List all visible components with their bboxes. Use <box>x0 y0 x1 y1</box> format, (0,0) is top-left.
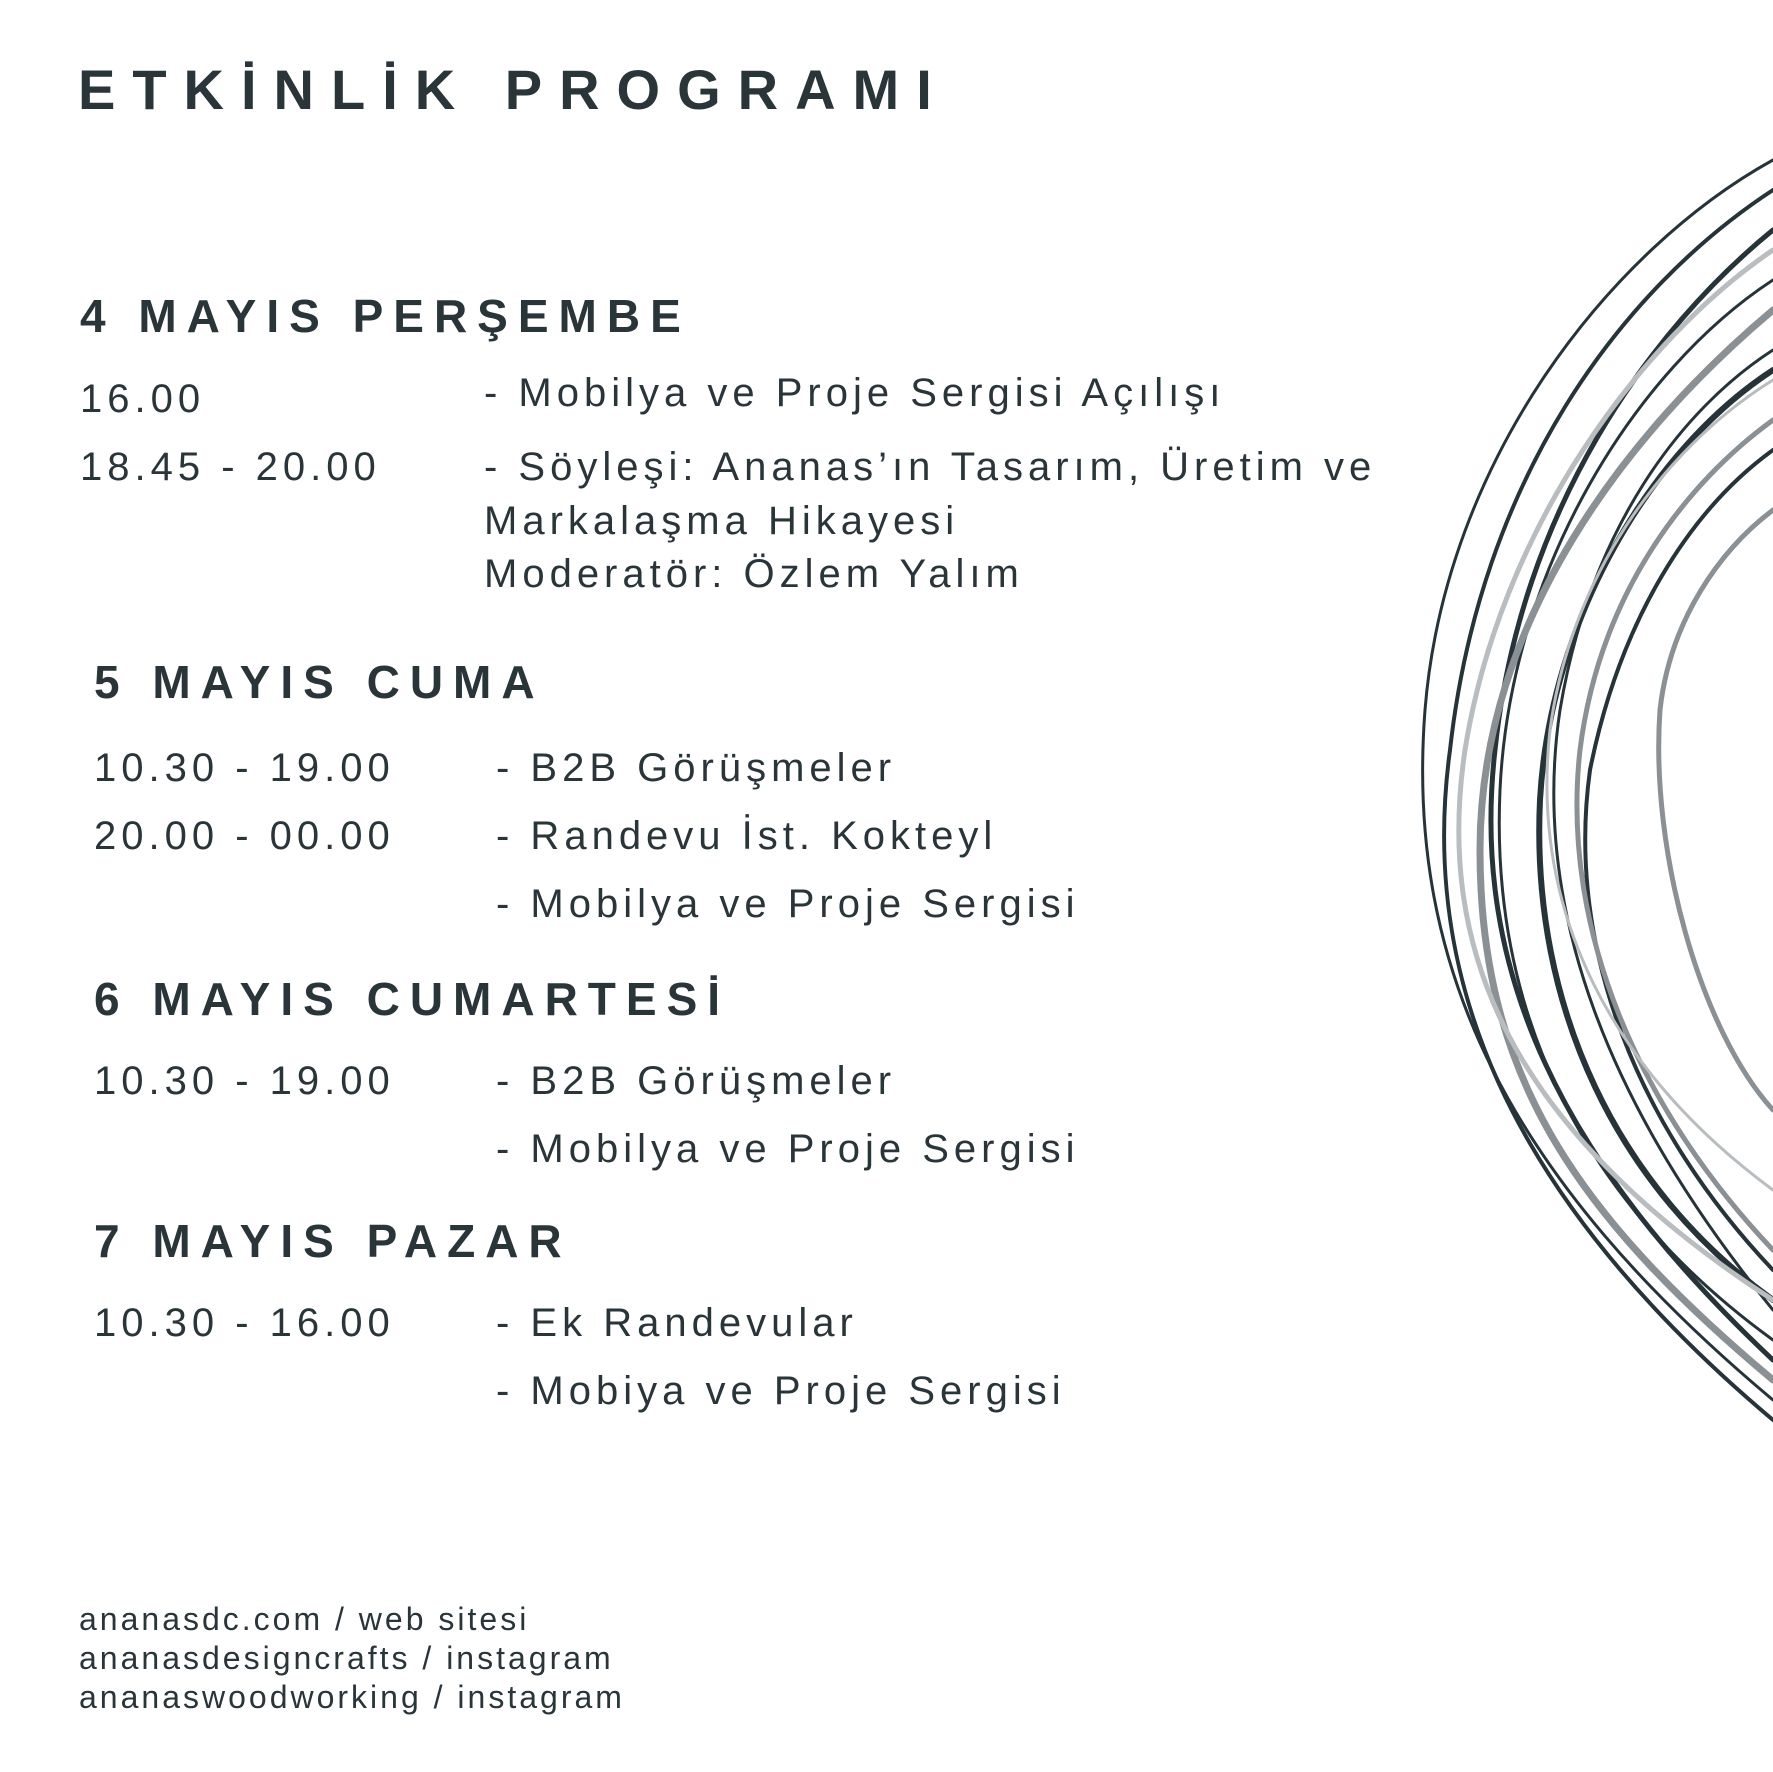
event-time: 16.00 <box>80 377 206 421</box>
scribble-stroke <box>1577 420 1773 1250</box>
footer-links <box>79 1600 625 1717</box>
event-title: - Ek Randevular <box>496 1301 858 1345</box>
event-title: - Mobilya ve Proje Sergisi Açılışı <box>484 371 1226 415</box>
day-heading-4-may: 4 MAYIS PERŞEMBE <box>80 290 691 342</box>
event-time: 10.30 - 19.00 <box>94 746 395 790</box>
event-title: - B2B Görüşmeler <box>496 1059 897 1103</box>
event-title: - Mobiya ve Proje Sergisi <box>496 1369 1066 1413</box>
event-title: - Mobilya ve Proje Sergisi <box>496 1127 1080 1171</box>
page-title: ETKİNLİK PROGRAMI <box>78 58 949 121</box>
day-heading-5-may: 5 MAYIS CUMA <box>94 656 545 708</box>
scribble-stroke <box>1423 160 1773 1400</box>
instagram-link-designcrafts[interactable]: ananasdesigncrafts / instagram <box>79 1640 614 1676</box>
decorative-line-scribble <box>1390 150 1773 1480</box>
website-link[interactable]: ananasdc.com / web sitesi <box>79 1601 530 1637</box>
scribble-stroke <box>1585 450 1773 1270</box>
scribble-stroke <box>1539 370 1773 1300</box>
day-heading-7-may: 7 MAYIS PAZAR <box>94 1215 572 1267</box>
event-time: 20.00 - 00.00 <box>94 814 395 858</box>
event-title: - Randevu İst. Kokteyl <box>496 814 998 858</box>
event-time: 10.30 - 19.00 <box>94 1059 395 1103</box>
day-heading-6-may: 6 MAYIS CUMARTESİ <box>94 973 731 1025</box>
event-moderator: Moderatör: Özlem Yalım <box>484 552 1024 596</box>
event-time: 18.45 - 20.00 <box>80 445 381 489</box>
event-title: - Mobilya ve Proje Sergisi <box>496 882 1080 926</box>
event-time: 10.30 - 16.00 <box>94 1301 395 1345</box>
event-title: - B2B Görüşmeler <box>496 746 897 790</box>
event-title: - Söyleşi: Ananas’ın Tasarım, Üretim ve <box>484 445 1377 489</box>
instagram-link-woodworking[interactable]: ananaswoodworking / instagram <box>79 1679 625 1715</box>
scribble-stroke <box>1659 510 1773 1110</box>
event-title-line: Markalaşma Hikayesi <box>484 499 960 543</box>
